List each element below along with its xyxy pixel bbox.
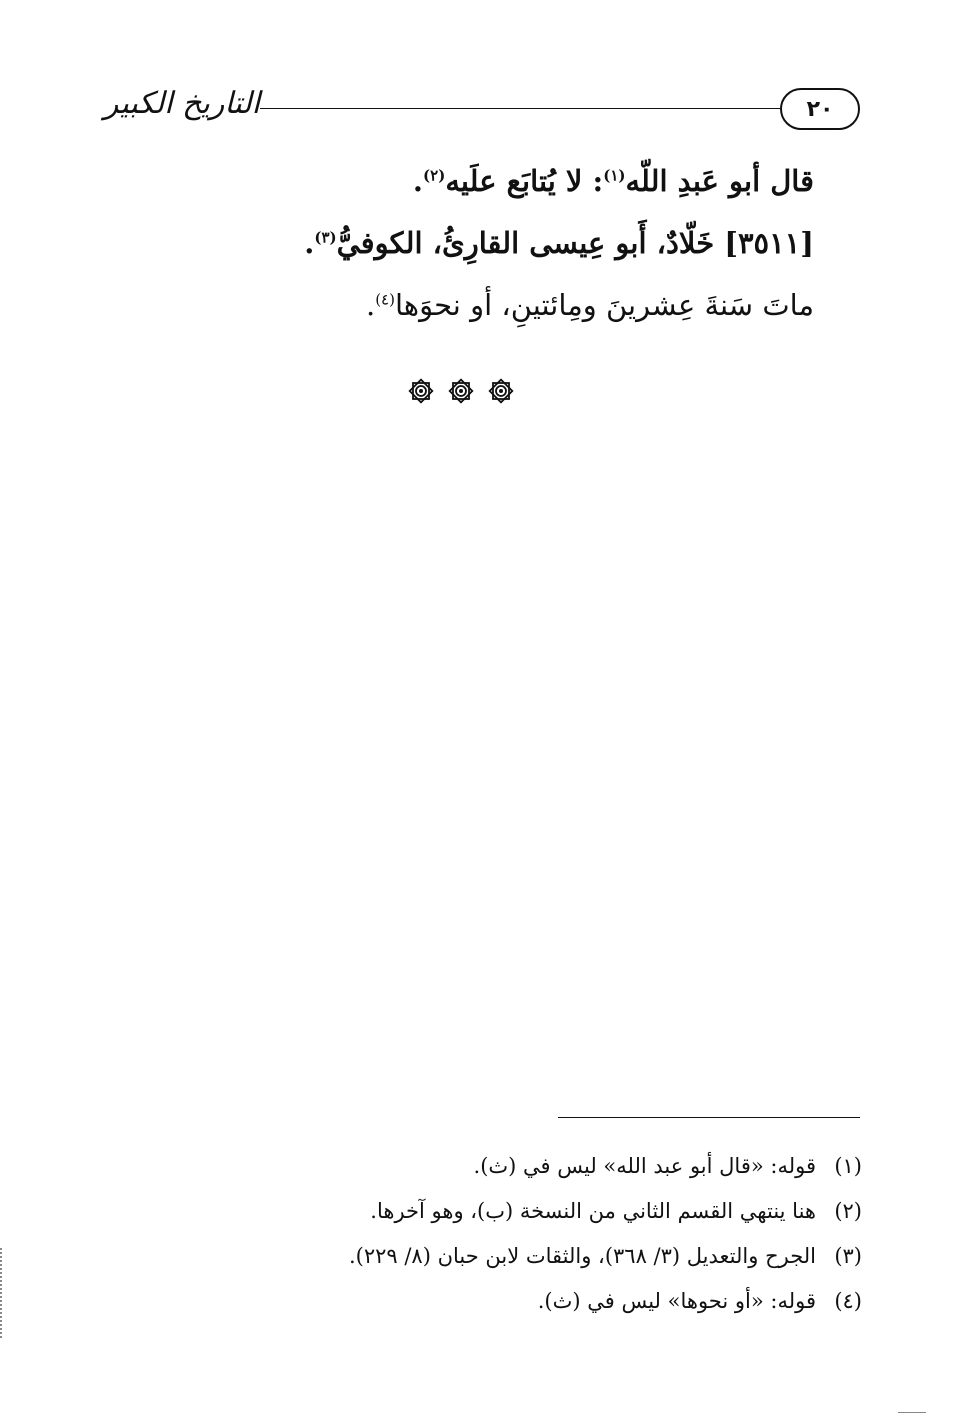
section-divider-ornaments <box>406 374 516 408</box>
line2-end: . <box>304 226 315 260</box>
line3-text: ماتَ سَنةَ عِشرينَ ومِائتينِ، أو نحوَها <box>394 288 814 322</box>
footnote-ref-3[interactable]: (٣) <box>314 228 337 247</box>
footnote-number: (٣) <box>834 1244 862 1268</box>
text-line-1 <box>94 150 814 212</box>
line1-text: قال أبو عَبدِ اللّه <box>625 164 814 198</box>
line1-end: . <box>412 164 424 198</box>
flower-ornament-icon <box>446 376 476 406</box>
footnote-ref-4[interactable]: (٤) <box>375 290 395 309</box>
text-line-3 <box>94 274 814 336</box>
footnote-number: (٢) <box>834 1199 862 1223</box>
text-line-2 <box>94 212 814 274</box>
footnote-separator <box>558 1117 860 1118</box>
footnote-2 <box>142 1189 862 1234</box>
footnotes <box>142 1144 862 1324</box>
footnote-ref-2[interactable]: (٢) <box>423 166 446 185</box>
running-title: التاريخ الكبير <box>103 86 260 121</box>
footnote-1 <box>142 1144 862 1189</box>
footnote-text: الجرح والتعديل (٣/ ٣٦٨)، والثقات لابن حبان (٨/ ٢٢٩). <box>348 1244 816 1268</box>
footnote-number: (٤) <box>834 1289 862 1313</box>
footnote-text: هنا ينتهي القسم الثاني من النسخة (ب)، وهو آخرها. <box>370 1199 816 1223</box>
flower-ornament-icon <box>406 376 436 406</box>
line1-mid: : لا يُتابَع علَيه <box>445 164 604 198</box>
scan-edge-marks <box>0 1248 5 1338</box>
line3-end: . <box>365 288 376 322</box>
page-header <box>103 82 860 134</box>
page-number: ٢٠ <box>806 96 834 122</box>
footnote-3 <box>142 1234 862 1279</box>
flower-ornament-icon <box>486 376 516 406</box>
entry-heading: [٣٥١١] خَلّادٌ، أَبو عِيسى القارِئُ، الكوفيُّ <box>336 226 814 260</box>
main-text <box>94 150 814 336</box>
scan-corner-mark <box>898 1412 926 1413</box>
header-rule <box>260 108 784 109</box>
footnote-number: (١) <box>834 1154 862 1178</box>
footnote-ref-1[interactable]: (١) <box>603 166 626 185</box>
footnote-text: قوله: «أو نحوها» ليس في (ث). <box>537 1289 816 1313</box>
footnote-4 <box>142 1279 862 1324</box>
footnote-text: قوله: «قال أبو عبد الله» ليس في (ث). <box>473 1154 816 1178</box>
page-number-badge <box>780 88 860 130</box>
